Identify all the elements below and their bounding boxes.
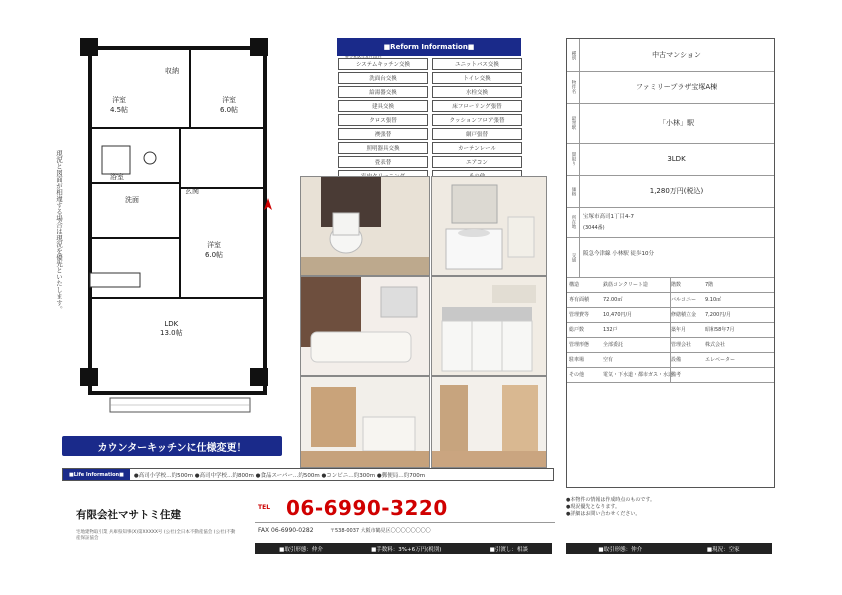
row-price: 価格 1,280万円(税込) bbox=[567, 175, 774, 208]
detail-label: 管理費等 bbox=[569, 312, 590, 318]
room-label-storage: 収納 bbox=[165, 67, 179, 75]
detail-label: 修繕積立金 bbox=[671, 312, 697, 318]
company-address: 〒538-0037 大阪市鶴見区〇〇〇〇〇〇〇〇 bbox=[330, 528, 431, 534]
room-label-entrance: 玄関 bbox=[185, 187, 199, 195]
reform-item: 建具交換 bbox=[338, 100, 428, 112]
detail-value: 空有 bbox=[603, 357, 614, 363]
life-info-tag: ■Life Information■ bbox=[63, 469, 130, 480]
detail-value: 9.10㎡ bbox=[705, 297, 722, 303]
detail-label: 駐車場 bbox=[569, 357, 585, 363]
right-notes bbox=[566, 497, 776, 518]
right-bar bbox=[566, 543, 772, 554]
detail-row bbox=[567, 292, 774, 308]
company-name: 有限会社マサトミ住建 bbox=[76, 509, 181, 521]
detail-value: エレベーター bbox=[705, 357, 736, 363]
room-label-washroom: 洗面 bbox=[125, 196, 139, 204]
detail-label: その他 bbox=[569, 372, 585, 378]
reform-item: 床フローリング張替 bbox=[432, 100, 522, 112]
detail-divider bbox=[670, 352, 671, 367]
reform-item: システムキッチン交換 bbox=[338, 58, 428, 70]
room-label-2: 洋室 6.0帖 bbox=[220, 96, 239, 114]
row-type: 種別 中古マンション bbox=[567, 39, 774, 72]
reform-item: 襖張替 bbox=[338, 128, 428, 140]
detail-value: 72.00㎡ bbox=[603, 297, 623, 303]
reform-item: 照明器具交換 bbox=[338, 142, 428, 154]
photo-kitchen bbox=[431, 276, 547, 376]
detail-divider bbox=[670, 367, 671, 382]
detail-label: 備考 bbox=[671, 372, 682, 378]
row-access: 交通 阪急今津線 小林駅 徒歩10分 bbox=[567, 237, 774, 278]
life-info-text: ●高司小学校…約500m ●高司中学校…約800m ●食品スーパー…約500m ●コンビニ…約300m ●郵便局…約700m bbox=[133, 472, 426, 479]
detail-divider bbox=[670, 277, 671, 292]
photo-bathroom bbox=[300, 276, 430, 376]
row-layout: 間取り 3LDK bbox=[567, 143, 774, 176]
detail-label: 専有面積 bbox=[569, 297, 590, 303]
row-station: 最寄駅 「小林」駅 bbox=[567, 103, 774, 144]
detail-row bbox=[567, 367, 774, 383]
bottom-bar bbox=[255, 543, 552, 554]
detail-divider bbox=[670, 322, 671, 337]
detail-value: 132戸 bbox=[603, 327, 618, 333]
detail-row bbox=[567, 337, 774, 353]
life-info bbox=[62, 468, 554, 481]
phone-number[interactable]: 06-6990-3220 bbox=[286, 496, 448, 520]
room-label-ldk: LDK 13.0帖 bbox=[160, 320, 183, 337]
detail-divider bbox=[670, 337, 671, 352]
reform-item: クッションフロア張替 bbox=[432, 114, 522, 126]
reform-item: カーテンレール bbox=[432, 142, 522, 154]
bottom-bar-item: ■取引形態：仲介 bbox=[279, 546, 323, 553]
photo-vanity bbox=[431, 176, 547, 276]
detail-value: 10,470円/月 bbox=[603, 312, 633, 318]
right-bar-item: ■現況：空家 bbox=[706, 546, 740, 553]
room-label-1: 洋室 4.5帖 bbox=[110, 96, 129, 114]
photo-toilet bbox=[300, 176, 430, 276]
detail-label: 階数 bbox=[671, 282, 682, 288]
bottom-bar-item: ■手数料：3%+6万円(税別) bbox=[371, 546, 442, 553]
reform-item: 畳表替 bbox=[338, 156, 428, 168]
tel-label: TEL bbox=[258, 504, 271, 511]
detail-value: 全部委託 bbox=[603, 342, 624, 348]
reform-list bbox=[338, 58, 522, 182]
room-label-bath: 浴室 bbox=[110, 173, 124, 181]
detail-row bbox=[567, 352, 774, 368]
note-line: ●現況優先となります。 bbox=[566, 504, 620, 510]
detail-divider bbox=[670, 292, 671, 307]
detail-row bbox=[567, 277, 774, 293]
detail-value: 昭和58年7月 bbox=[705, 327, 735, 333]
detail-row bbox=[567, 307, 774, 323]
detail-label: 管理形態 bbox=[569, 342, 590, 348]
detail-label: 設備 bbox=[671, 357, 682, 363]
reform-item: トイレ交換 bbox=[432, 72, 522, 84]
detail-divider bbox=[670, 307, 671, 322]
reform-item: ユニットバス交換 bbox=[432, 58, 522, 70]
reform-item: 給湯器交換 bbox=[338, 86, 428, 98]
bottom-bar-item: ■引渡し：相談 bbox=[489, 546, 528, 553]
north-arrow-icon bbox=[263, 198, 273, 214]
detail-row bbox=[567, 322, 774, 338]
note-line: ●本物件の情報は作成時点のものです。 bbox=[566, 497, 655, 503]
reform-title: ■Reform Information■ bbox=[337, 38, 521, 56]
reform-item: クロス張替 bbox=[338, 114, 428, 126]
fax-number: FAX 06-6990-0282 bbox=[258, 527, 314, 534]
side-note: 現況と図面が相違する場合は現況を優先といたします。 bbox=[55, 150, 63, 313]
detail-label: バルコニー bbox=[671, 297, 697, 303]
reform-item: 洗面台交換 bbox=[338, 72, 428, 84]
note-line: ●詳細はお問い合わせください。 bbox=[566, 511, 641, 517]
room-label-3: 洋室 6.0帖 bbox=[205, 241, 224, 259]
row-name: 物件名 ファミリープラザ宝塚A棟 bbox=[567, 71, 774, 104]
detail-label: 構造 bbox=[569, 282, 580, 288]
reform-item: 水栓交換 bbox=[432, 86, 522, 98]
detail-label: 総戸数 bbox=[569, 327, 585, 333]
right-bar-item: ■取引形態：仲介 bbox=[598, 546, 643, 553]
kitchen-banner: カウンターキッチンに仕様変更！ bbox=[62, 436, 282, 456]
detail-value: 電気・下水道・都市ガス・水道 bbox=[603, 372, 674, 378]
reform-item: 網戸張替 bbox=[432, 128, 522, 140]
divider bbox=[255, 522, 555, 523]
photo-ldk bbox=[300, 376, 430, 468]
photo-room bbox=[431, 376, 547, 468]
detail-value: 株式会社 bbox=[705, 342, 726, 348]
reform-item: エアコン bbox=[432, 156, 522, 168]
detail-value: 7階 bbox=[705, 282, 714, 288]
detail-value: 7,200円/月 bbox=[705, 312, 731, 318]
company-license: 宅地建物取引業 兵庫県知事(X)第XXXXX号 (公社)全日本不動産協会 (公社)不動産保証協会 bbox=[76, 530, 236, 541]
detail-label: 管理会社 bbox=[671, 342, 692, 348]
detail-value: 鉄筋コンクリート造 bbox=[603, 282, 648, 288]
property-table bbox=[566, 38, 775, 488]
row-address: 所在地 宝塚市高司1丁目4-7 (3044番) bbox=[567, 207, 774, 238]
detail-label: 築年月 bbox=[671, 327, 687, 333]
